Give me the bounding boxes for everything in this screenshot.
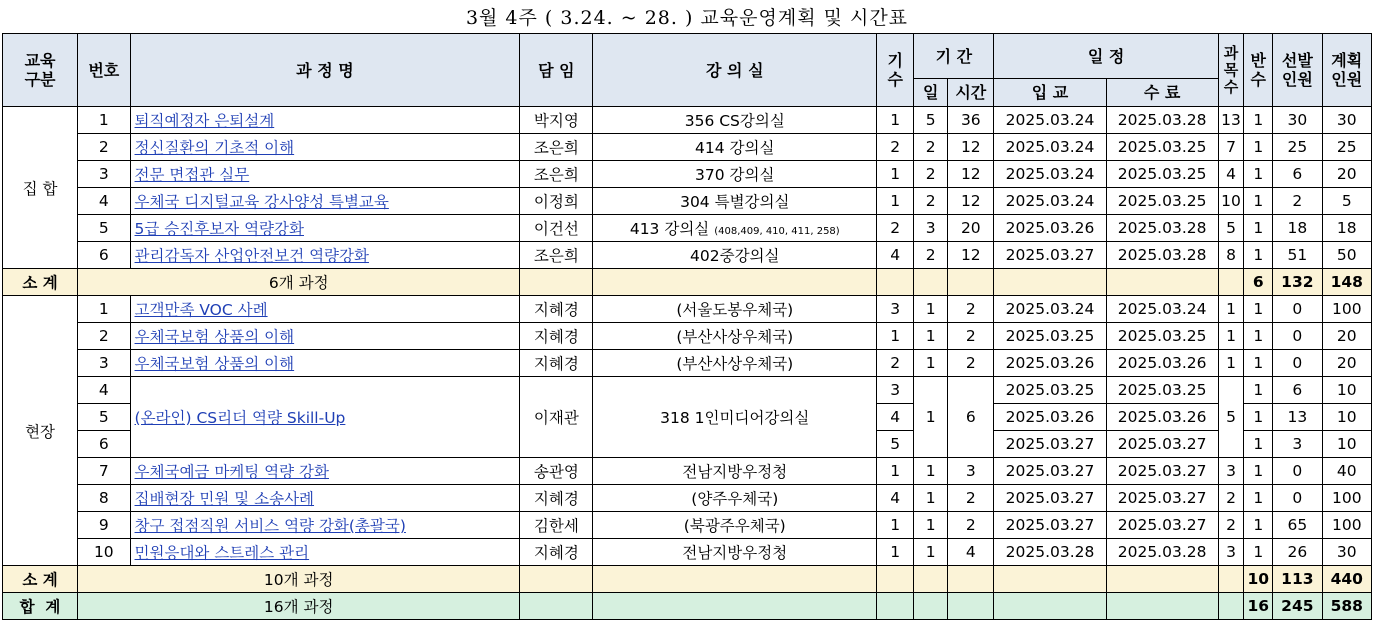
- end-date-cell: 2025.03.25: [1106, 161, 1218, 188]
- total-selected: 245: [1273, 593, 1322, 620]
- empty-cell: [948, 593, 994, 620]
- empty-cell: [994, 269, 1106, 296]
- start-date-cell: 2025.03.27: [994, 458, 1106, 485]
- total-count: 16개 과정: [78, 593, 520, 620]
- course-link[interactable]: 퇴직예정자 은퇴설계: [130, 107, 520, 134]
- empty-cell: [994, 593, 1106, 620]
- end-date-cell: 2025.03.28: [1106, 539, 1218, 566]
- subjects-cell: 1: [1218, 323, 1244, 350]
- empty-cell: [593, 269, 877, 296]
- subjects-cell: 5: [1218, 215, 1244, 242]
- empty-cell: [994, 566, 1106, 593]
- table-row: [3, 188, 1372, 215]
- table-row: [3, 539, 1372, 566]
- room-cell: 356 CS강의실: [593, 107, 877, 134]
- planned-cell: 40: [1322, 458, 1371, 485]
- subtotal-planned: 148: [1322, 269, 1371, 296]
- gisu-cell: 3: [877, 377, 914, 404]
- course-link[interactable]: 전문 면접관 실무: [130, 161, 520, 188]
- hours-cell: 12: [948, 188, 994, 215]
- start-date-cell: 2025.03.24: [994, 107, 1106, 134]
- planned-cell: 30: [1322, 539, 1371, 566]
- table-row: [3, 377, 1372, 404]
- instructor-cell: 조은희: [520, 242, 593, 269]
- end-date-cell: 2025.03.24: [1106, 296, 1218, 323]
- days-cell: 1: [914, 512, 948, 539]
- group-label: 집 합: [3, 107, 78, 269]
- days-cell: 2: [914, 134, 948, 161]
- course-link[interactable]: 관리감독자 산업안전보건 역량강화: [130, 242, 520, 269]
- gisu-cell: 1: [877, 458, 914, 485]
- selected-cell: 26: [1273, 539, 1322, 566]
- planned-cell: 100: [1322, 296, 1371, 323]
- gisu-cell: 4: [877, 485, 914, 512]
- empty-cell: [877, 566, 914, 593]
- classes-cell: 1: [1244, 431, 1273, 458]
- days-cell: 1: [914, 485, 948, 512]
- days-cell: 3: [914, 215, 948, 242]
- course-link[interactable]: (온라인) CS리더 역량 Skill-Up: [130, 377, 520, 458]
- header-classes: 반 수: [1244, 34, 1273, 107]
- end-date-cell: 2025.03.27: [1106, 512, 1218, 539]
- table-row: [3, 323, 1372, 350]
- empty-cell: [914, 593, 948, 620]
- table-header: [3, 34, 1372, 107]
- empty-cell: [877, 593, 914, 620]
- classes-cell: 1: [1244, 296, 1273, 323]
- days-cell: 1: [914, 377, 948, 458]
- hours-cell: 3: [948, 458, 994, 485]
- selected-cell: 18: [1273, 215, 1322, 242]
- planned-cell: 10: [1322, 377, 1371, 404]
- start-date-cell: 2025.03.24: [994, 161, 1106, 188]
- days-cell: 1: [914, 296, 948, 323]
- instructor-cell: 지혜경: [520, 539, 593, 566]
- end-date-cell: 2025.03.27: [1106, 485, 1218, 512]
- page-title: 3월 4주 ( 3.24. ~ 28. ) 교육운영계획 및 시간표: [465, 7, 909, 29]
- room-note: (408,409, 410, 411, 258): [714, 226, 840, 237]
- classes-cell: 1: [1244, 107, 1273, 134]
- room-cell: 318 1인미디어강의실: [593, 377, 877, 458]
- gisu-cell: 1: [877, 188, 914, 215]
- header-subjects: 과 목 수: [1218, 34, 1244, 107]
- total-planned: 588: [1322, 593, 1371, 620]
- course-link[interactable]: 우체국 디지털교육 강사양성 특별교육: [130, 188, 520, 215]
- end-date-cell: 2025.03.27: [1106, 431, 1218, 458]
- room-name: 413 강의실: [629, 220, 710, 238]
- room-cell: 304 특별강의실: [593, 188, 877, 215]
- total-label: 합 계: [3, 593, 78, 620]
- start-date-cell: 2025.03.24: [994, 188, 1106, 215]
- end-date-cell: 2025.03.25: [1106, 323, 1218, 350]
- room-cell: (부산사상우체국): [593, 350, 877, 377]
- empty-cell: [1106, 566, 1218, 593]
- selected-cell: 65: [1273, 512, 1322, 539]
- end-date-cell: 2025.03.28: [1106, 107, 1218, 134]
- empty-cell: [593, 593, 877, 620]
- hours-cell: 2: [948, 350, 994, 377]
- subjects-cell: 8: [1218, 242, 1244, 269]
- planned-cell: 10: [1322, 431, 1371, 458]
- start-date-cell: 2025.03.24: [994, 134, 1106, 161]
- header-instructor: 담 임: [520, 34, 593, 107]
- selected-cell: 30: [1273, 107, 1322, 134]
- subjects-cell: 2: [1218, 485, 1244, 512]
- subtotal-label: 소 계: [3, 566, 78, 593]
- subjects-cell: 2: [1218, 512, 1244, 539]
- days-cell: 1: [914, 458, 948, 485]
- room-cell: 전남지방우정청: [593, 458, 877, 485]
- hours-cell: 12: [948, 161, 994, 188]
- planned-cell: 50: [1322, 242, 1371, 269]
- hours-cell: 2: [948, 296, 994, 323]
- empty-cell: [520, 566, 593, 593]
- gisu-cell: 1: [877, 323, 914, 350]
- planned-cell: 18: [1322, 215, 1371, 242]
- hours-cell: 36: [948, 107, 994, 134]
- header-category: 교육 구분: [3, 34, 78, 107]
- subtotal-selected: 132: [1273, 269, 1322, 296]
- course-link[interactable]: 고객만족 VOC 사례: [130, 296, 520, 323]
- header-gisu: 기 수: [877, 34, 914, 107]
- start-date-cell: 2025.03.24: [994, 296, 1106, 323]
- days-cell: 1: [914, 539, 948, 566]
- end-date-cell: 2025.03.25: [1106, 188, 1218, 215]
- header-planned: 계획 인원: [1322, 34, 1371, 107]
- course-link[interactable]: 창구 접점직원 서비스 역량 강화(총괄국): [130, 512, 520, 539]
- gisu-cell: 4: [877, 242, 914, 269]
- empty-cell: [593, 566, 877, 593]
- start-date-cell: 2025.03.26: [994, 215, 1106, 242]
- row-number: 5: [78, 215, 130, 242]
- hours-cell: 2: [948, 323, 994, 350]
- row-number: 4: [78, 188, 130, 215]
- subjects-cell: 3: [1218, 539, 1244, 566]
- table-row: [3, 107, 1372, 134]
- header-room: 강 의 실: [593, 34, 877, 107]
- table-row: [3, 458, 1372, 485]
- empty-cell: [1218, 269, 1244, 296]
- days-cell: 2: [914, 161, 948, 188]
- classes-cell: 1: [1244, 377, 1273, 404]
- room-cell: (서울도봉우체국): [593, 296, 877, 323]
- group-label: 현장: [3, 296, 78, 566]
- room-cell: 전남지방우정청: [593, 539, 877, 566]
- selected-cell: 25: [1273, 134, 1322, 161]
- subtotal-planned: 440: [1322, 566, 1371, 593]
- planned-cell: 100: [1322, 512, 1371, 539]
- row-number: 1: [78, 107, 130, 134]
- gisu-cell: 1: [877, 512, 914, 539]
- end-date-cell: 2025.03.26: [1106, 404, 1218, 431]
- table-row: [3, 215, 1372, 242]
- total-row: [3, 593, 1372, 620]
- selected-cell: 6: [1273, 377, 1322, 404]
- room-cell: 370 강의실: [593, 161, 877, 188]
- days-cell: 5: [914, 107, 948, 134]
- subtotal-count: 6개 과정: [78, 269, 520, 296]
- table-row: [3, 134, 1372, 161]
- planned-cell: 20: [1322, 350, 1371, 377]
- hours-cell: 2: [948, 512, 994, 539]
- gisu-cell: 2: [877, 215, 914, 242]
- row-number: 6: [78, 242, 130, 269]
- schedule-table: [2, 33, 1372, 620]
- instructor-cell: 이정희: [520, 188, 593, 215]
- end-date-cell: 2025.03.25: [1106, 377, 1218, 404]
- course-link[interactable]: 우체국보험 상품의 이해: [130, 323, 520, 350]
- empty-cell: [877, 269, 914, 296]
- table-row: [3, 485, 1372, 512]
- start-date-cell: 2025.03.27: [994, 242, 1106, 269]
- subjects-cell: 10: [1218, 188, 1244, 215]
- row-number: 2: [78, 134, 130, 161]
- gisu-cell: 1: [877, 539, 914, 566]
- table-row: [3, 512, 1372, 539]
- row-number: 6: [78, 431, 130, 458]
- instructor-cell: 이재관: [520, 377, 593, 458]
- subtotal-label: 소 계: [3, 269, 78, 296]
- classes-cell: 1: [1244, 512, 1273, 539]
- classes-cell: 1: [1244, 161, 1273, 188]
- planned-cell: 30: [1322, 107, 1371, 134]
- planned-cell: 20: [1322, 323, 1371, 350]
- subjects-cell: 5: [1218, 377, 1244, 458]
- table-row: [3, 161, 1372, 188]
- instructor-cell: 이건선: [520, 215, 593, 242]
- total-classes: 16: [1244, 593, 1273, 620]
- classes-cell: 1: [1244, 539, 1273, 566]
- header-days: 일: [914, 79, 948, 107]
- header-period: 기 간: [914, 34, 994, 79]
- table-row: [3, 350, 1372, 377]
- table-row: [3, 242, 1372, 269]
- planned-cell: 10: [1322, 404, 1371, 431]
- hours-cell: 12: [948, 134, 994, 161]
- room-cell: 414 강의실: [593, 134, 877, 161]
- empty-cell: [914, 269, 948, 296]
- end-date-cell: 2025.03.28: [1106, 215, 1218, 242]
- row-number: 3: [78, 350, 130, 377]
- room-cell: 402중강의실: [593, 242, 877, 269]
- days-cell: 1: [914, 350, 948, 377]
- empty-cell: [520, 269, 593, 296]
- classes-cell: 1: [1244, 485, 1273, 512]
- row-number: 9: [78, 512, 130, 539]
- planned-cell: 25: [1322, 134, 1371, 161]
- classes-cell: 1: [1244, 404, 1273, 431]
- empty-cell: [914, 566, 948, 593]
- gisu-cell: 4: [877, 404, 914, 431]
- header-start: 입 교: [994, 79, 1106, 107]
- table-row: [3, 296, 1372, 323]
- subtotal-row: [3, 566, 1372, 593]
- subjects-cell: 1: [1218, 350, 1244, 377]
- row-number: 7: [78, 458, 130, 485]
- subtotal-row: [3, 269, 1372, 296]
- start-date-cell: 2025.03.27: [994, 485, 1106, 512]
- classes-cell: 1: [1244, 215, 1273, 242]
- classes-cell: 1: [1244, 458, 1273, 485]
- room-cell: (북광주우체국): [593, 512, 877, 539]
- subjects-cell: 13: [1218, 107, 1244, 134]
- row-number: 1: [78, 296, 130, 323]
- subtotal-classes: 10: [1244, 566, 1273, 593]
- subjects-cell: 1: [1218, 296, 1244, 323]
- instructor-cell: 지혜경: [520, 296, 593, 323]
- subtotal-count: 10개 과정: [78, 566, 520, 593]
- subjects-cell: 3: [1218, 458, 1244, 485]
- course-link[interactable]: 5급 승진후보자 역량강화: [130, 215, 520, 242]
- subjects-cell: 7: [1218, 134, 1244, 161]
- hours-cell: 12: [948, 242, 994, 269]
- row-number: 4: [78, 377, 130, 404]
- row-number: 10: [78, 539, 130, 566]
- course-link[interactable]: 우체국예금 마케팅 역량 강화: [130, 458, 520, 485]
- subtotal-selected: 113: [1273, 566, 1322, 593]
- empty-cell: [948, 566, 994, 593]
- hours-cell: 20: [948, 215, 994, 242]
- classes-cell: 1: [1244, 188, 1273, 215]
- subjects-cell: 4: [1218, 161, 1244, 188]
- days-cell: 2: [914, 188, 948, 215]
- gisu-cell: 5: [877, 431, 914, 458]
- start-date-cell: 2025.03.28: [994, 539, 1106, 566]
- instructor-cell: 조은희: [520, 161, 593, 188]
- header-end: 수 료: [1106, 79, 1218, 107]
- header-number: 번호: [78, 34, 130, 107]
- course-link[interactable]: 정신질환의 기초적 이해: [130, 134, 520, 161]
- planned-cell: 5: [1322, 188, 1371, 215]
- end-date-cell: 2025.03.25: [1106, 134, 1218, 161]
- planned-cell: 100: [1322, 485, 1371, 512]
- row-number: 2: [78, 323, 130, 350]
- selected-cell: 6: [1273, 161, 1322, 188]
- room-cell: (양주우체국): [593, 485, 877, 512]
- header-schedule: 일 정: [994, 34, 1218, 79]
- hours-cell: 2: [948, 485, 994, 512]
- header-hours: 시간: [948, 79, 994, 107]
- empty-cell: [1218, 593, 1244, 620]
- end-date-cell: 2025.03.26: [1106, 350, 1218, 377]
- selected-cell: 3: [1273, 431, 1322, 458]
- selected-cell: 13: [1273, 404, 1322, 431]
- start-date-cell: 2025.03.26: [994, 350, 1106, 377]
- instructor-cell: 김한세: [520, 512, 593, 539]
- selected-cell: 0: [1273, 296, 1322, 323]
- instructor-cell: 지혜경: [520, 350, 593, 377]
- header-selected: 선발 인원: [1273, 34, 1322, 107]
- course-link[interactable]: 집배현장 민원 및 소송사례: [130, 485, 520, 512]
- hours-cell: 6: [948, 377, 994, 458]
- start-date-cell: 2025.03.27: [994, 431, 1106, 458]
- room-cell: [593, 215, 877, 242]
- instructor-cell: 송관영: [520, 458, 593, 485]
- end-date-cell: 2025.03.28: [1106, 242, 1218, 269]
- classes-cell: 1: [1244, 242, 1273, 269]
- selected-cell: 0: [1273, 458, 1322, 485]
- days-cell: 2: [914, 242, 948, 269]
- course-link[interactable]: 우체국보험 상품의 이해: [130, 350, 520, 377]
- hours-cell: 4: [948, 539, 994, 566]
- row-number: 5: [78, 404, 130, 431]
- selected-cell: 0: [1273, 350, 1322, 377]
- instructor-cell: 지혜경: [520, 485, 593, 512]
- selected-cell: 0: [1273, 323, 1322, 350]
- empty-cell: [1106, 593, 1218, 620]
- empty-cell: [1106, 269, 1218, 296]
- start-date-cell: 2025.03.25: [994, 323, 1106, 350]
- room-cell: (부산사상우체국): [593, 323, 877, 350]
- gisu-cell: 2: [877, 134, 914, 161]
- empty-cell: [520, 593, 593, 620]
- row-number: 8: [78, 485, 130, 512]
- end-date-cell: 2025.03.27: [1106, 458, 1218, 485]
- gisu-cell: 1: [877, 107, 914, 134]
- classes-cell: 1: [1244, 323, 1273, 350]
- header-course: 과 정 명: [130, 34, 520, 107]
- instructor-cell: 조은희: [520, 134, 593, 161]
- course-link[interactable]: 민원응대와 스트레스 관리: [130, 539, 520, 566]
- start-date-cell: 2025.03.25: [994, 377, 1106, 404]
- gisu-cell: 1: [877, 161, 914, 188]
- subtotal-classes: 6: [1244, 269, 1273, 296]
- start-date-cell: 2025.03.27: [994, 512, 1106, 539]
- instructor-cell: 박지영: [520, 107, 593, 134]
- selected-cell: 0: [1273, 485, 1322, 512]
- gisu-cell: 2: [877, 350, 914, 377]
- gisu-cell: 3: [877, 296, 914, 323]
- instructor-cell: 지혜경: [520, 323, 593, 350]
- classes-cell: 1: [1244, 134, 1273, 161]
- classes-cell: 1: [1244, 350, 1273, 377]
- selected-cell: 51: [1273, 242, 1322, 269]
- row-number: 3: [78, 161, 130, 188]
- empty-cell: [948, 269, 994, 296]
- empty-cell: [1218, 566, 1244, 593]
- selected-cell: 2: [1273, 188, 1322, 215]
- planned-cell: 20: [1322, 161, 1371, 188]
- start-date-cell: 2025.03.26: [994, 404, 1106, 431]
- days-cell: 1: [914, 323, 948, 350]
